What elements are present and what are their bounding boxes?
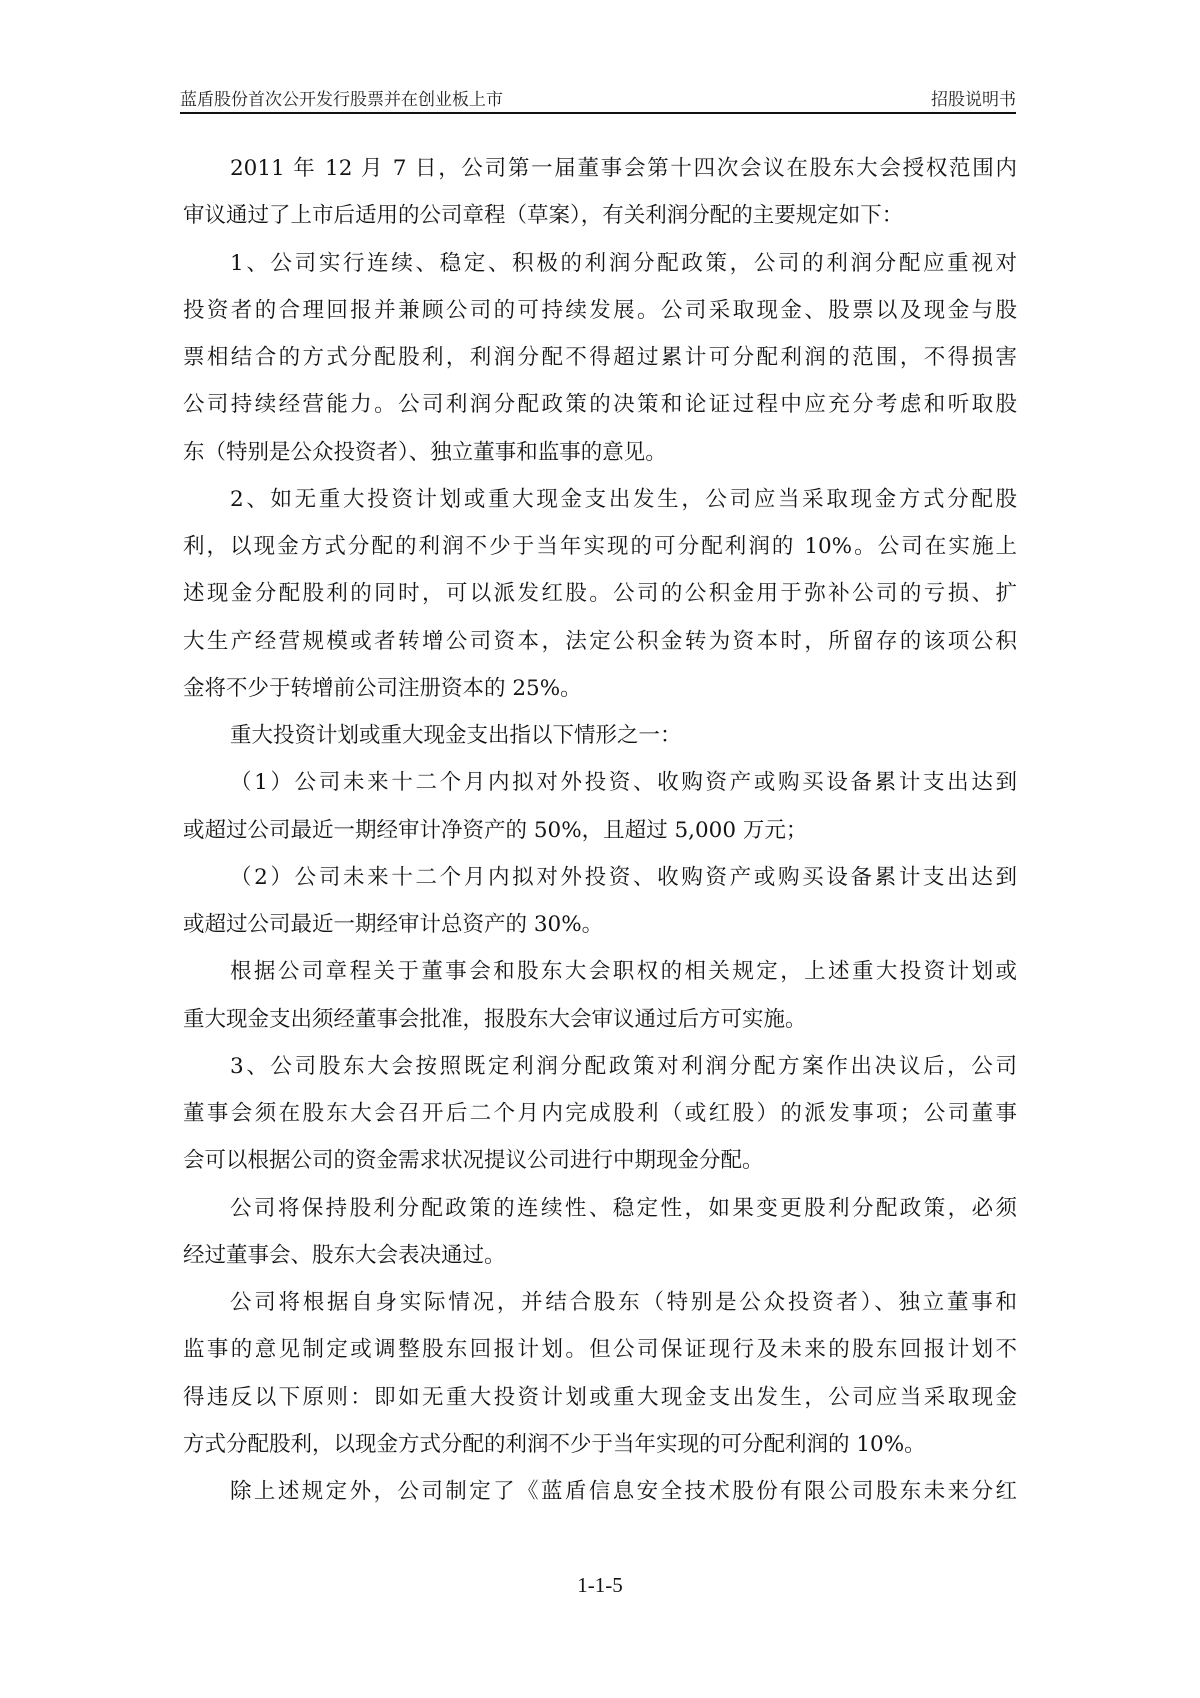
header-rule: [180, 112, 1016, 114]
body-line: 2、如无重大投资计划或重大现金支出发生，公司应当采取现金方式分配股: [230, 486, 1017, 512]
body-line: 票相结合的方式分配股利，利润分配不得超过累计可分配利润的范围，不得损害: [183, 345, 1017, 370]
body-line: 得违反以下原则：即如无重大投资计划或重大现金支出发生，公司应当采取现金: [183, 1384, 1017, 1410]
body-line: 根据公司章程关于董事会和股东大会职权的相关规定，上述重大投资计划或: [230, 959, 1017, 985]
running-header-title: 蓝盾股份首次公开发行股票并在创业板上市: [180, 90, 503, 110]
body-line: 或超过公司最近一期经审计净资产的 50%，且超过 5,000 万元；: [183, 817, 808, 843]
body-line: 利，以现金方式分配的利润不少于当年实现的可分配利润的 10%。公司在实施上: [183, 534, 1017, 559]
body-line: 2011 年 12 月 7 日，公司第一届董事会第十四次会议在股东大会授权范围内: [230, 156, 1017, 181]
body-line: 公司将保持股利分配政策的连续性、稳定性，如果变更股利分配政策，必须: [230, 1195, 1017, 1221]
body-line: 经过董事会、股东大会表决通过。: [183, 1242, 506, 1268]
body-line: 重大现金支出须经董事会批准，报股东大会审议通过后方可实施。: [183, 1006, 807, 1032]
body-line: 或超过公司最近一期经审计总资产的 30%。: [183, 912, 604, 937]
page-number: 1-1-5: [577, 1573, 623, 1597]
body-text: [183, 145, 1017, 1515]
body-line: 监事的意见制定或调整股东回报计划。但公司保证现行及未来的股东回报计划不: [183, 1337, 1017, 1363]
body-line: 3、公司股东大会按照既定利润分配政策对利润分配方案作出决议后，公司: [230, 1053, 1017, 1079]
body-line: （1）公司未来十二个月内拟对外投资、收购资产或购买设备累计支出达到: [230, 770, 1017, 796]
body-line: 重大投资计划或重大现金支出指以下情形之一：: [230, 723, 682, 748]
body-line: 1、公司实行连续、稳定、积极的利润分配政策，公司的利润分配应重视对: [230, 250, 1017, 276]
body-line: 会可以根据公司的资金需求状况提议公司进行中期现金分配。: [183, 1148, 764, 1174]
body-line: 方式分配股利，以现金方式分配的利润不少于当年实现的可分配利润的 10%。: [183, 1431, 926, 1457]
body-line: 投资者的合理回报并兼顾公司的可持续发展。公司采取现金、股票以及现金与股: [183, 297, 1017, 323]
body-line: 大生产经营规模或者转增公司资本，法定公积金转为资本时，所留存的该项公积: [183, 628, 1017, 654]
body-line: 金将不少于转增前公司注册资本的 25%。: [183, 675, 582, 701]
body-line: 述现金分配股利的同时，可以派发红股。公司的公积金用于弥补公司的亏损、扩: [183, 581, 1017, 607]
body-line: （2）公司未来十二个月内拟对外投资、收购资产或购买设备累计支出达到: [230, 864, 1017, 890]
body-line: 东（特别是公众投资者）、独立董事和监事的意见。: [183, 439, 667, 465]
body-line: 公司持续经营能力。公司利润分配政策的决策和论证过程中应充分考虑和听取股: [183, 392, 1017, 418]
running-header-doc-type: 招股说明书: [931, 90, 1016, 110]
body-line: 公司将根据自身实际情况，并结合股东（特别是公众投资者）、独立董事和: [230, 1290, 1017, 1315]
body-line: 审议通过了上市后适用的公司章程（草案），有关利润分配的主要规定如下：: [183, 203, 904, 229]
body-line: 除上述规定外，公司制定了《蓝盾信息安全技术股份有限公司股东未来分红: [230, 1479, 1017, 1504]
body-line: 董事会须在股东大会召开后二个月内完成股利（或红股）的派发事项；公司董事: [183, 1101, 1017, 1126]
